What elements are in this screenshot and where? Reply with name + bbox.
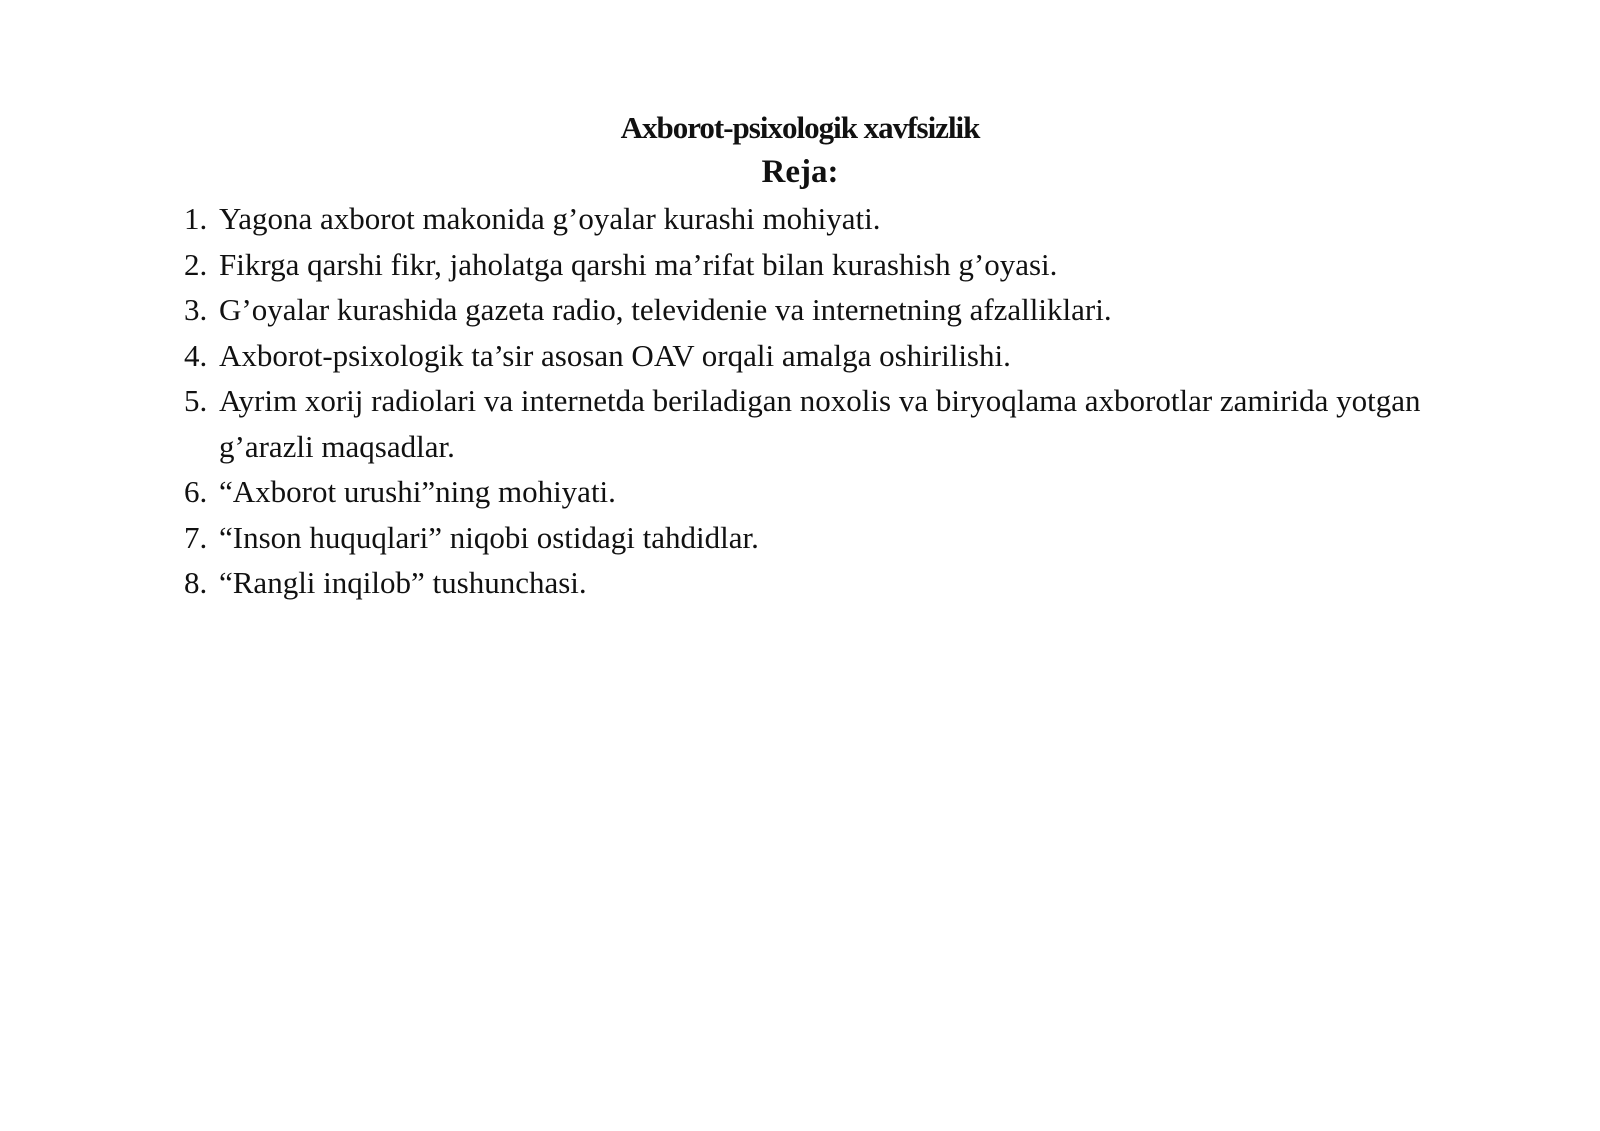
list-item (184, 242, 1454, 288)
list-item-number: 4. (184, 337, 208, 373)
plan-heading: Reja: (761, 154, 839, 190)
list-item-text: Fikrga qarshi fikr, jaholatga qarshi ma’rifat bilan kurashish g’oyasi. (219, 246, 1058, 282)
list-item-text: Yagona axborot makonida g’oyalar kurashi mohiyati. (219, 201, 881, 236)
list-item-number: 7. (184, 519, 208, 555)
list-item-text: “Axborot urushi”ning mohiyati. (219, 474, 616, 509)
list-item (184, 333, 1454, 379)
list-item-text: “Rangli inqilob” tushunchasi. (219, 565, 587, 600)
list-item-text: “Inson huquqlari” niqobi ostidagi tahdidlar. (219, 519, 759, 555)
plan-list (184, 196, 1454, 606)
list-item (184, 515, 1454, 561)
list-item-number: 2. (184, 246, 208, 282)
list-item (184, 196, 1454, 242)
list-item-number: 1. (184, 201, 208, 236)
list-item-text: Ayrim xorij radiolari va internetda beriladigan noxolis va biryoqlama axborotlar zamirida yotgan g’arazli maqsadlar. (219, 383, 1421, 464)
list-item (184, 378, 1454, 469)
list-item-text: G’oyalar kurashida gazeta radio, televidenie va internetning afzalliklari. (219, 292, 1112, 327)
list-item (184, 560, 1454, 606)
list-item-text: Axborot-psixologik ta’sir asosan OAV orqali amalga oshirilishi. (219, 337, 1011, 373)
list-item (184, 469, 1454, 515)
list-item-number: 8. (184, 565, 208, 600)
list-item (184, 287, 1454, 333)
list-item-number: 6. (184, 474, 208, 509)
list-item-number: 3. (184, 292, 208, 327)
list-item-number: 5. (184, 383, 208, 418)
document-title: Axborot-psixologik xavfsizlik (620, 110, 980, 145)
